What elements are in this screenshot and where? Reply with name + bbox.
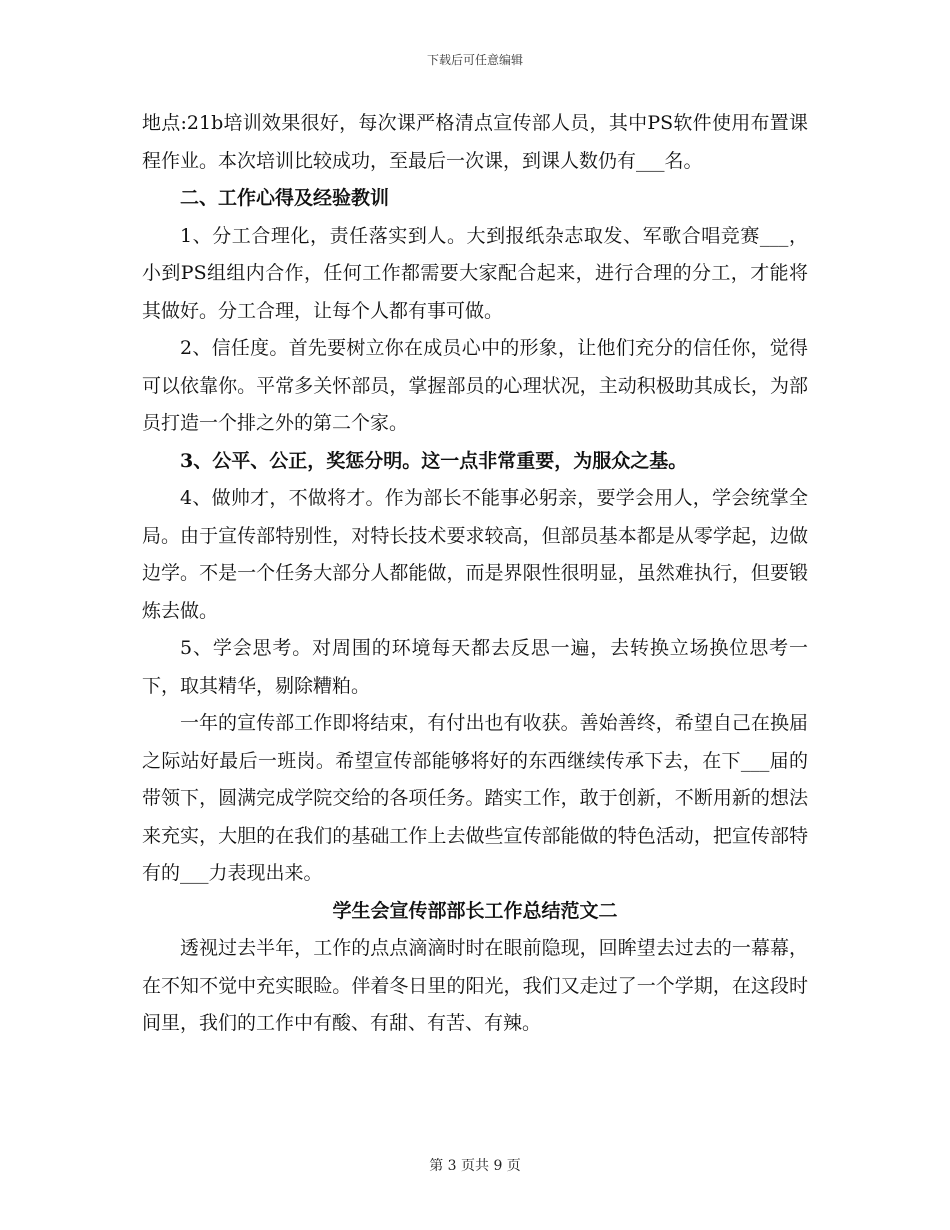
page-header: 下载后可任意编辑 xyxy=(426,53,523,67)
section-title-sample-two: 学生会宣传部部长工作总结范文二 xyxy=(332,899,618,922)
paragraph-reflection: 5、学会思考。对周围的环境每天都去反思一遍，去转换立场换位思考一下，取其精华，剔除糟粕。 xyxy=(142,637,808,697)
document-body xyxy=(142,105,808,1043)
section-heading-experience: 二、工作心得及经验教训 xyxy=(180,187,390,209)
paragraph-closing: 一年的宣传部工作即将结束，有付出也有收获。善始善终，希望自己在换届之际站好最后一班岗。希望宣传部能够将好的东西继续传承下去，在下___届的带领下，圆满完成学院交给的各项任务。踏实工作，敢于创新，不断用新的想法来充实，大胆的在我们的基础工作上去做些宣传部能做的特色活动，把宣传部特有的___力表现出来。 xyxy=(142,712,808,884)
paragraph-division-of-labor: 1、分工合理化，责任落实到人。大到报纸杂志取发、军歌合唱竞赛___，小到PS组组内合作，任何工作都需要大家配合起来，进行合理的分工，才能将其做好。分工合理，让每个人都有事可做。 xyxy=(142,224,808,322)
paragraph-training-result: 地点:21b培训效果很好，每次课严格清点宣传部人员，其中PS软件使用布置课程作业。本次培训比较成功，至最后一次课，到课人数仍有___名。 xyxy=(142,112,808,172)
paragraph-leadership: 4、做帅才，不做将才。作为部长不能事必躬亲，要学会用人，学会统掌全局。由于宣传部特别性，对特长技术要求较高，但部员基本都是从零学起，边做边学。不是一个任务大部分人都能做，而是界限性很明显，虽然难执行，但要锻炼去做。 xyxy=(142,487,808,622)
page-number: 第 3 页共 9 页 xyxy=(429,1158,521,1174)
paragraph-fairness: 3、公平、公正，奖惩分明。这一点非常重要，为服众之基。 xyxy=(180,449,688,472)
paragraph-review: 透视过去半年，工作的点点滴滴时时在眼前隐现，回眸望去过去的一幕幕，在不知不觉中充实眼睑。伴着冬日里的阳光，我们又走过了一个学期，在这段时间里，我们的工作中有酸、有甜、有苦、有辣。 xyxy=(142,937,808,1034)
paragraph-trust: 2、信任度。首先要树立你在成员心中的形象，让他们充分的信任你，觉得可以依靠你。平常多关怀部员，掌握部员的心理状况，主动积极助其成长，为部员打造一个排之外的第二个家。 xyxy=(142,337,808,434)
